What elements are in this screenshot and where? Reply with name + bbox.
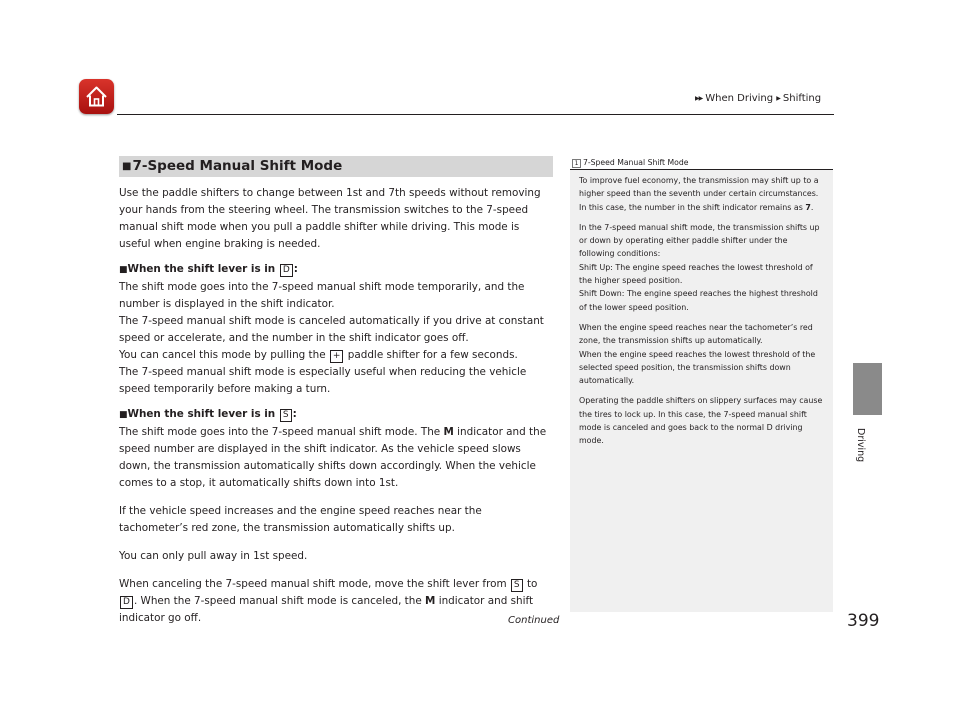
spacer: [119, 565, 553, 576]
shift-key-s: S: [511, 579, 523, 592]
breadcrumb-arrow-icon: ▶: [776, 95, 780, 102]
chapter-tab-label: Driving: [855, 428, 866, 463]
note-text: When the engine speed reaches near the tachometer’s red zone, the transmission shifts up automatically.: [579, 322, 813, 346]
note-marker: 1: [572, 159, 581, 168]
subheading-shift-s: ■When the shift lever is in S :: [119, 408, 297, 420]
note-text: Shift Down: The engine speed reaches the highest threshold of the lower speed position.: [579, 289, 818, 312]
body-text: The shift mode goes into the 7-speed manual shift mode temporarily, and the number is displayed in the shift indicator.: [119, 281, 525, 310]
spacer: [579, 214, 825, 221]
section-title: ■7-Speed Manual Shift Mode: [119, 156, 553, 177]
body-text: You can only pull away in 1st speed.: [119, 550, 308, 562]
home-icon: [84, 84, 109, 109]
note-text: To improve fuel economy, the transmission may shift up to a higher speed than the seventh under certain circumstances. In this case, the number in the shift indicator remains as 7.: [579, 176, 819, 212]
square-bullet-icon: ■: [122, 161, 132, 172]
spacer: [119, 253, 553, 261]
main-content: [119, 156, 553, 627]
breadcrumb: [695, 93, 821, 104]
note-text: Shift Up: The engine speed reaches the lowest threshold of the higher speed position.: [579, 262, 813, 286]
spacer: [119, 537, 553, 548]
breadcrumb-item[interactable]: When Driving: [705, 93, 774, 104]
cancel-paddle-text: You can cancel this mode by pulling the + paddle shifter for a few seconds.: [119, 349, 518, 361]
header-rule: [117, 114, 834, 115]
spacer: [119, 492, 553, 503]
square-bullet-icon: ■: [119, 410, 128, 420]
side-note-panel: [570, 156, 833, 612]
shift-key-d: D: [120, 596, 133, 609]
subheading-shift-d: ■When the shift lever is in D :: [119, 263, 298, 275]
body-text: The shift mode goes into the 7-speed manual shift mode. The M indicator and the speed number are displayed in the shift indicator. As the vehicle speed slows down, the transmission automatically shifts down accordingly. When the vehicle comes to a stop, it automatically shifts down into 1st.: [119, 426, 547, 489]
chapter-tab[interactable]: [853, 363, 882, 415]
page-number: 399: [847, 611, 880, 631]
body-text: The 7-speed manual shift mode is especially useful when reducing the vehicle speed temporarily before making a turn.: [119, 366, 527, 395]
body-text: If the vehicle speed increases and the engine speed reaches near the tachometer’s red zone, the transmission automatically shifts up.: [119, 505, 482, 534]
spacer: [119, 398, 553, 406]
square-bullet-icon: ■: [119, 265, 128, 275]
note-text: Operating the paddle shifters on slippery surfaces may cause the tires to lock up. In this case, the 7-speed manual shift mode is canceled and goes back to the normal D driving mode.: [579, 396, 823, 446]
shift-key-d: D: [280, 264, 293, 277]
breadcrumb-arrow-icon: ▶▶: [695, 95, 703, 102]
note-text: When the engine speed reaches the lowest threshold of the selected speed position, the transmission shifts down automatically.: [579, 349, 816, 386]
continued-label: Continued: [508, 615, 560, 626]
breadcrumb-item[interactable]: Shifting: [782, 93, 822, 104]
spacer: [579, 387, 825, 394]
paddle-plus-key: +: [330, 350, 344, 363]
cancel-mode-text: When canceling the 7-speed manual shift mode, move the shift lever from S to D . When the 7-speed manual shift mode is canceled, the M indicator and shift indicator go off.: [119, 578, 538, 624]
side-note-title: 1 7-Speed Manual Shift Mode: [570, 156, 833, 170]
side-note-body: [570, 170, 833, 448]
body-text: The 7-speed manual shift mode is canceled automatically if you drive at constant speed or accelerate, and the number in the shift indicator goes off.: [119, 315, 544, 344]
note-text: In the 7-speed manual shift mode, the transmission shifts up or down by operating either paddle shifter under the following conditions:: [579, 222, 820, 259]
shift-key-s: S: [280, 409, 292, 422]
spacer: [119, 177, 553, 185]
intro-text: Use the paddle shifters to change between 1st and 7th speeds without removing your hands from the steering wheel. The transmission switches to the 7-speed manual shift mode when you pull a paddle shifter while driving. This mode is useful when engine braking is needed.: [119, 187, 541, 250]
spacer: [579, 314, 825, 321]
home-button[interactable]: [79, 79, 114, 114]
